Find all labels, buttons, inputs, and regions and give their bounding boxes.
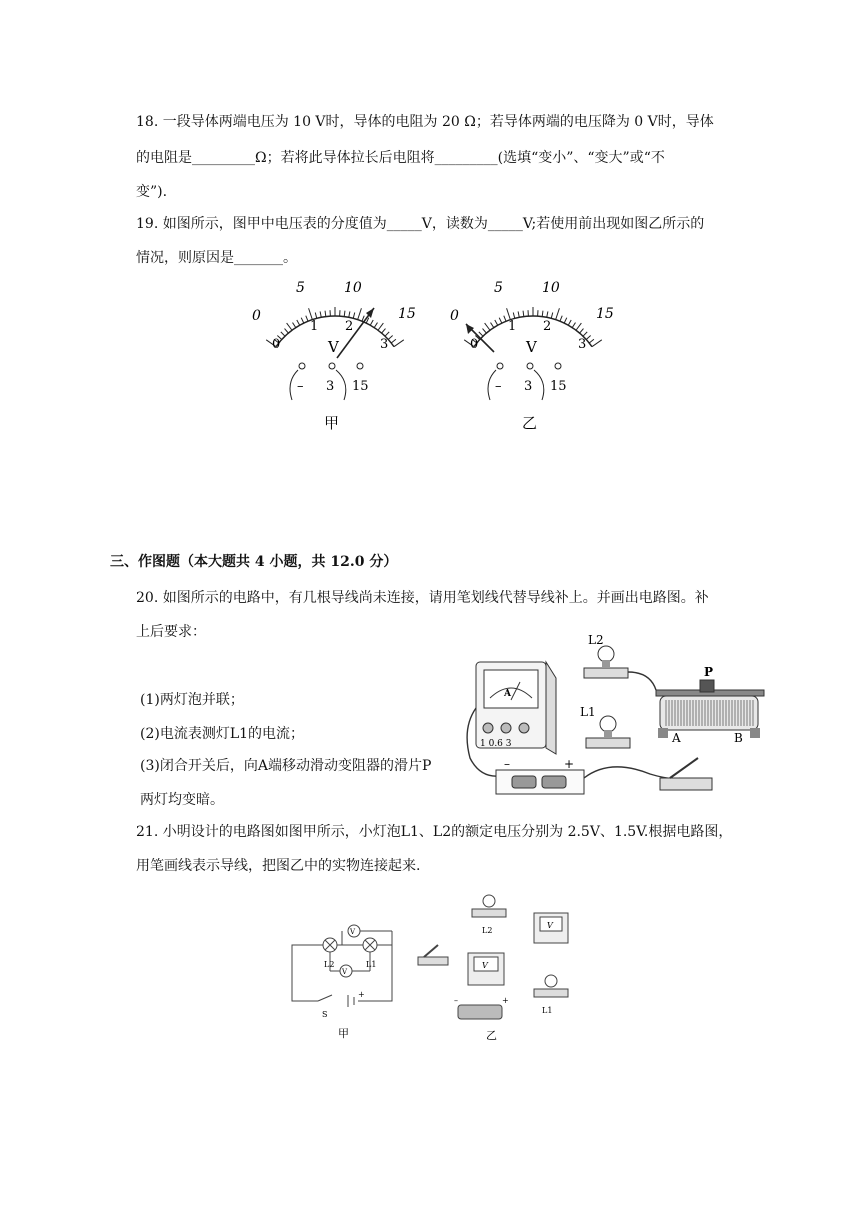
tick-bottom-3: 3: [380, 337, 389, 352]
terminal-3: [527, 363, 533, 369]
tick-top-10: 10: [344, 280, 362, 296]
switch: [418, 945, 448, 965]
voltmeter-yi-figure: [438, 278, 628, 436]
wire: [628, 672, 656, 690]
q21-line-1: 21. 小明设计的电路图如图甲所示，小灯泡L1、L2的额定电压分别为 2.5V、1.5V.根据电路图，: [136, 824, 733, 840]
terminal-label-15: 15: [352, 379, 369, 394]
battery-minus: –: [454, 996, 458, 1005]
tick-top-15: 15: [596, 306, 614, 322]
label-S: S: [322, 1010, 328, 1019]
q20-line-2: 上后要求：: [136, 624, 206, 640]
battery-plus: +: [502, 996, 509, 1005]
wire: [584, 767, 680, 779]
terminal-15: [555, 363, 561, 369]
voltmeter-letter-top: V: [350, 928, 356, 936]
terminal-label-minus: –: [297, 379, 304, 394]
pointer-needle: [337, 308, 374, 358]
label-L2: L2: [482, 926, 493, 935]
tick-top-5: 5: [494, 280, 503, 296]
lamp-L1: [534, 975, 568, 1015]
voltmeter-letter: V: [547, 921, 553, 930]
wire-3: [336, 370, 346, 400]
q20-apparatus-figure: [460, 628, 770, 804]
q19-line-1: 19. 如图所示，图甲中电压表的分度值为_____V，读数为_____V;若使用前出现如图乙所示的: [136, 216, 705, 232]
tick-bottom-2: 2: [345, 319, 354, 334]
terminal-label-15: 15: [550, 379, 567, 394]
battery-minus: –: [504, 757, 510, 771]
terminal-label-3: 3: [326, 379, 335, 394]
lamp-L1: [580, 705, 630, 748]
q20-req-1: (1)两灯泡并联；: [140, 692, 244, 708]
label-L2: L2: [588, 633, 604, 647]
q21-line-2: 用笔画线表示导线，把图乙中的实物连接起来.: [136, 858, 421, 874]
tick-bottom-1: 1: [310, 319, 319, 334]
tick-top-0: 0: [252, 308, 261, 324]
label-B: B: [734, 731, 743, 745]
battery-plus: +: [564, 757, 575, 771]
tick-bottom-0: 0: [272, 337, 281, 352]
section-3-title: 三、作图题（本大题共 4 小题，共 12.0 分）: [110, 554, 398, 570]
voltmeter-letter-middle: V: [342, 968, 348, 976]
tick-bottom-3: 3: [578, 337, 587, 352]
rheostat: [656, 665, 764, 745]
ammeter-scale-labels: 1 0.6 3: [480, 739, 512, 749]
battery-plus-symbol: +: [358, 990, 365, 999]
label-P: P: [704, 665, 714, 679]
label-L2: L2: [324, 960, 335, 969]
voltmeter-center: [468, 953, 504, 985]
lamp-L2: [472, 895, 506, 935]
label-L1: L1: [542, 1006, 553, 1015]
q18-line-1: 18. 一段导体两端电压为 10 V时，导体的电阻为 20 Ω；若导体两端的电压降为 0 V时，导体: [136, 114, 714, 130]
q20-req-3: (3)闭合开关后，向A端移动滑动变阻器的滑片P: [140, 758, 432, 774]
battery: [454, 996, 509, 1019]
tick-top-10: 10: [542, 280, 560, 296]
q20-req-2: (2)电流表测灯L1的电流；: [140, 726, 305, 742]
wire-3: [534, 370, 544, 400]
label-A: A: [672, 731, 681, 745]
voltmeter-right: [534, 913, 568, 943]
unit-label: V: [526, 338, 537, 356]
q20-line-1: 20. 如图所示的电路中，有几根导线尚未连接，请用笔划线代替导线补上。并画出电路图。补: [136, 590, 709, 606]
unit-label: V: [328, 338, 339, 356]
voltmeter-letter: V: [482, 961, 488, 970]
tick-top-0: 0: [450, 308, 459, 324]
q19-line-2: 情况，则原因是_______。: [136, 250, 297, 266]
tick-top-5: 5: [296, 280, 305, 296]
switch: [660, 758, 712, 790]
caption-jia: 甲: [338, 1027, 349, 1040]
tick-bottom-2: 2: [543, 319, 552, 334]
q21-circuit-diagram: [288, 905, 410, 1045]
terminal-label-minus: –: [495, 379, 502, 394]
q21-apparatus-figure: [412, 893, 582, 1045]
voltmeter-jia-figure: [240, 278, 430, 436]
lamp-L2: [584, 633, 628, 678]
terminal-minus: [497, 363, 503, 369]
tick-top-15: 15: [398, 306, 416, 322]
label-L1: L1: [580, 705, 596, 719]
caption-yi: 乙: [486, 1029, 497, 1042]
terminal-15: [357, 363, 363, 369]
label-L1: L1: [366, 960, 377, 969]
q20-req-4: 两灯均变暗。: [140, 792, 224, 808]
caption-jia: 甲: [324, 414, 340, 432]
battery: [496, 757, 584, 794]
tick-bottom-0: 0: [470, 337, 479, 352]
q18-line-2: 的电阻是_________Ω；若将此导体拉长后电阻将_________(选填“变小”、“变大”或“不: [136, 150, 665, 166]
terminal-3: [329, 363, 335, 369]
tick-bottom-1: 1: [508, 319, 517, 334]
ammeter-letter: A: [504, 689, 511, 699]
pointer-tip: [466, 324, 474, 334]
q18-line-3: 变”).: [136, 184, 168, 200]
terminal-label-3: 3: [524, 379, 533, 394]
ammeter: [476, 662, 556, 754]
terminal-minus: [299, 363, 305, 369]
caption-yi: 乙: [522, 414, 538, 432]
